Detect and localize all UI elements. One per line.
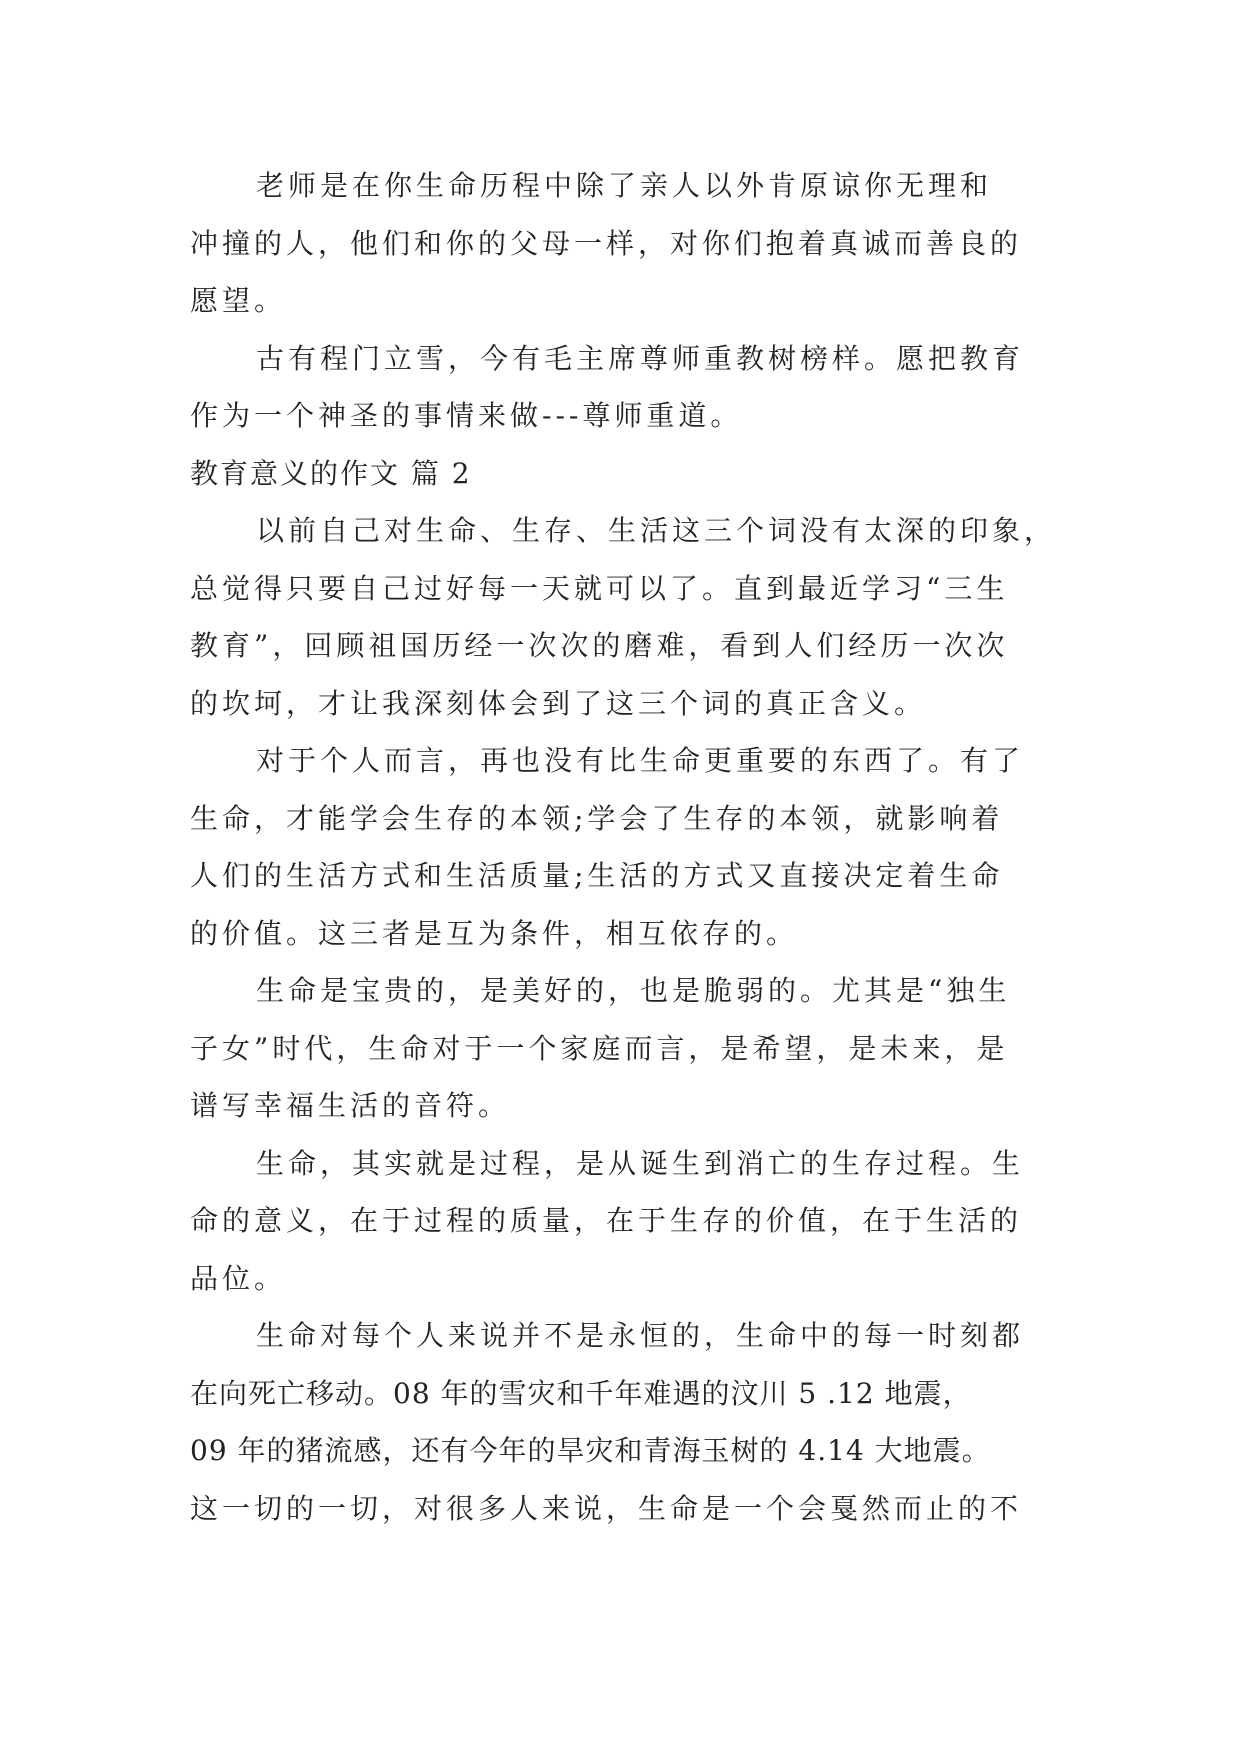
paragraph-line: 09 年的猪流感，还有今年的旱灾和青海玉树的 4.14 大地震。 [190,1434,991,1467]
paragraph-line: 子女”时代，生命对于一个家庭而言，是希望，是未来，是 [190,1031,1009,1065]
paragraph-line: 以前自己对生命、生存、生活这三个词没有太深的印象， [256,514,1057,547]
paragraph-line: 总觉得只要自己过好每一天就可以了。直到最近学习“三生 [190,571,1009,605]
paragraph-line: 在向死亡移动。08 年的雪灾和千年难遇的汶川 5 .12 地震， [190,1376,972,1410]
paragraph-line: 的坎坷，才让我深刻体会到了这三个词的真正含义。 [190,686,927,720]
paragraph-line: 命的意义，在于过程的质量，在于生存的价值，在于生活的 [190,1204,1023,1237]
paragraph-line: 古有程门立雪，今有毛主席尊师重教树榜样。愿把教育 [256,341,1025,375]
paragraph-line: 愿望。 [190,284,287,317]
paragraph-line: 生命是宝贵的，是美好的，也是脆弱的。尤其是“独生 [256,974,1011,1007]
paragraph-line: 的价值。这三者是互为条件，相互依存的。 [190,916,799,950]
paragraph-line: 这一切的一切，对很多人来说，生命是一个会戛然而止的不 [190,1491,1023,1525]
paragraph-line: 生命对每个人来说并不是永恒的，生命中的每一时刻都 [256,1319,1025,1352]
paragraph-line: 教育”，回顾祖国历经一次次的磨难，看到人们经历一次次 [190,629,1009,662]
paragraph-line: 品位。 [190,1261,287,1295]
paragraph-line: 对于个人而言，再也没有比生命更重要的东西了。有了 [256,744,1025,777]
paragraph-line: 老师是在你生命历程中除了亲人以外肯原谅你无理和 [256,169,993,202]
paragraph-line: 生命，才能学会生存的本领;学会了生存的本领，就影响着 [190,801,1004,835]
paragraph-line: 生命，其实就是过程，是从诞生到消亡的生存过程。生 [256,1146,1025,1180]
paragraph-line: 人们的生活方式和生活质量;生活的方式又直接决定着生命 [190,859,1004,892]
paragraph-line: 谱写幸福生活的音符。 [190,1089,511,1122]
section-heading: 教育意义的作文 篇 2 [190,456,472,490]
paragraph-line: 冲撞的人，他们和你的父母一样，对你们抱着真诚而善良的 [190,226,1023,260]
paragraph-line: 作为一个神圣的事情来做---尊师重道。 [190,399,743,432]
article-body [190,157,1057,1537]
